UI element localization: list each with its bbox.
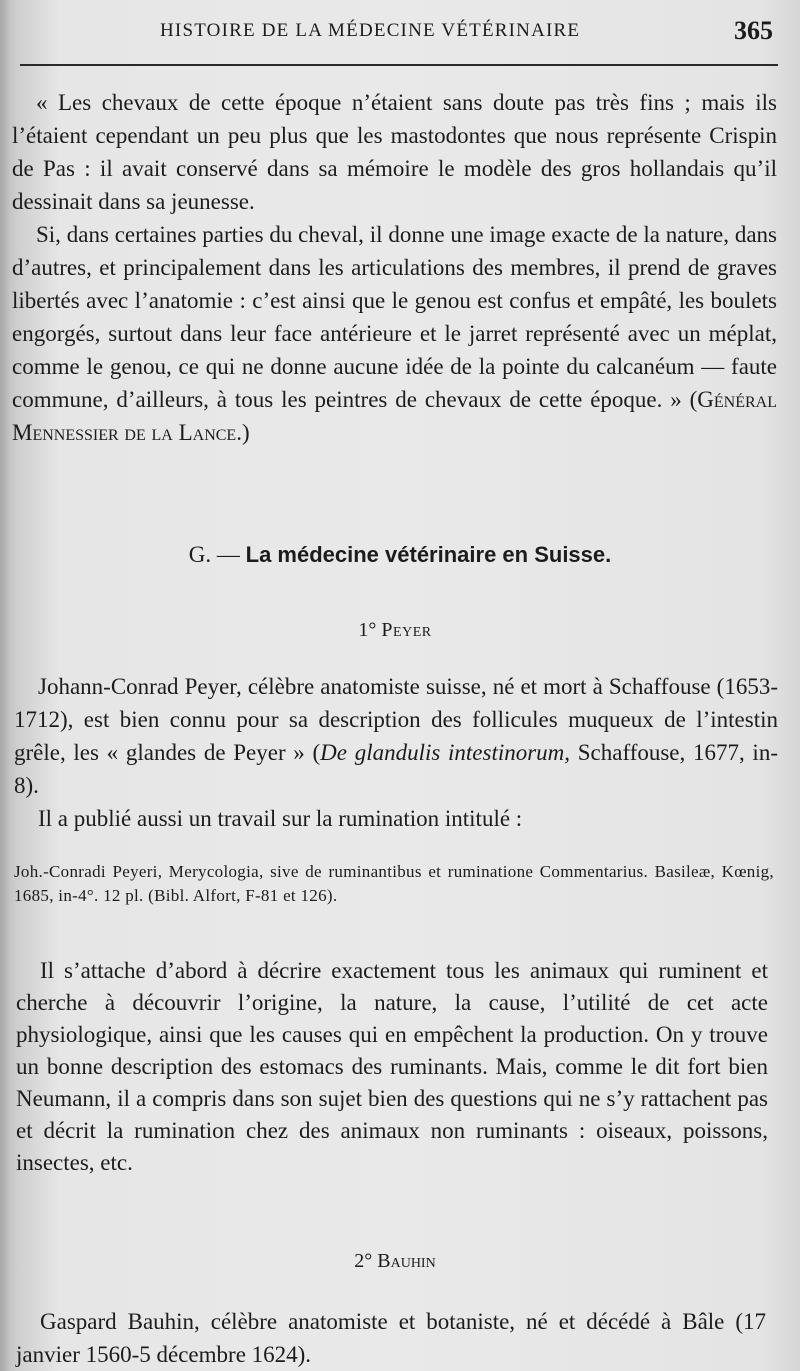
subheading-bauhin-number: 2°: [354, 1250, 373, 1272]
quote-paragraph-1: « Les chevaux de cette époque n’étaient sans doute pas très fins ; mais ils l’étaient cependant un peu plus que les mastodontes que nous représente Crispin de Pas : il avait conservé dans sa mémoire le modèle des gros hollandais qu’il dessinait dans sa jeunesse.: [12, 90, 777, 214]
section-heading: [0, 542, 800, 568]
running-head: [0, 14, 800, 48]
running-title: HISTOIRE DE LA MÉDECINE VÉTÉRINAIRE: [160, 20, 581, 41]
quote-attribution: (Général Mennessier de la Lance.): [12, 387, 778, 445]
peyer-intro: [14, 670, 778, 835]
section-title: La médecine vétérinaire en Suisse.: [245, 542, 612, 567]
peyer-paragraph-1-tail: Schaffouse, 1677, in-8).: [14, 740, 778, 798]
peyer-paragraph-1-text: Johann-Conrad Peyer, célèbre anatomiste suisse, né et mort à Schaffouse (1653-1712), est bien connu pour sa description des follicules muqueux de l’intestin grêle, les « glandes de Peyer » (: [14, 674, 778, 765]
binding-shadow: [0, 0, 10, 1371]
header-rule: [20, 64, 778, 66]
section-letter: G. —: [188, 542, 240, 567]
peyer-paragraph-2: Il a publié aussi un travail sur la rumination intitulé :: [38, 806, 523, 831]
page-number: 365: [734, 16, 773, 45]
bibliographic-reference: Joh.-Conradi Peyeri, Merycologia, sive de ruminantibus et ruminatione Commentarius. Basileæ, Kœnig, 1685, in-4°. 12 pl. (Bibl. Alfort, F-81 et 126).: [14, 862, 774, 905]
subheading-peyer-number: 1°: [358, 619, 377, 641]
peyer-paragraph-1: [14, 670, 778, 802]
bauhin-paragraph-1: Gaspard Bauhin, célèbre anatomiste et botaniste, né et décédé à Bâle (17 janvier 1560-5 décembre 1624).: [16, 1309, 766, 1367]
subheading-bauhin: [0, 1250, 790, 1273]
peyer-analysis: [16, 955, 768, 1179]
peyer-paragraph-3: Il s’attache d’abord à décrire exactement tous les animaux qui ruminent et cherche à découvrir l’origine, la nature, la cause, l’utilité de cet acte physiologique, ainsi que les causes qui en empêchent la production. On y trouve un bonne description des estomacs des ruminants. Mais, comme le dit fort bien Neumann, il a compris dans son sujet bien des questions qui ne s’y rattachent pas et décrit la rumination chez des animaux non ruminants : oiseaux, poissons, insectes, etc.: [16, 958, 768, 1175]
quote-paragraph-2-text: Si, dans certaines parties du cheval, il donne une image exacte de la nature, dans d’autres, et principalement dans les articulations des membres, il prend de graves libertés avec l’anatomie : c’est ainsi que le genou est confus et empâté, les boulets engorgés, surtout dans leur face antérieure et le jarret représenté avec un méplat, comme le genou, ce qui ne donne aucune idée de la pointe du calcanéum — faute commune, d’ailleurs, à tous les peintres de chevaux de cette époque. »: [12, 222, 777, 412]
bauhin-intro: [16, 1305, 766, 1371]
quote-block: [12, 86, 777, 449]
quote-paragraph-2: [12, 218, 777, 449]
peyer-work-title: De glandulis intestinorum,: [320, 740, 571, 765]
subheading-peyer: [0, 619, 790, 642]
subheading-peyer-name: Peyer: [381, 619, 432, 641]
subheading-bauhin-name: Bauhin: [377, 1250, 436, 1272]
